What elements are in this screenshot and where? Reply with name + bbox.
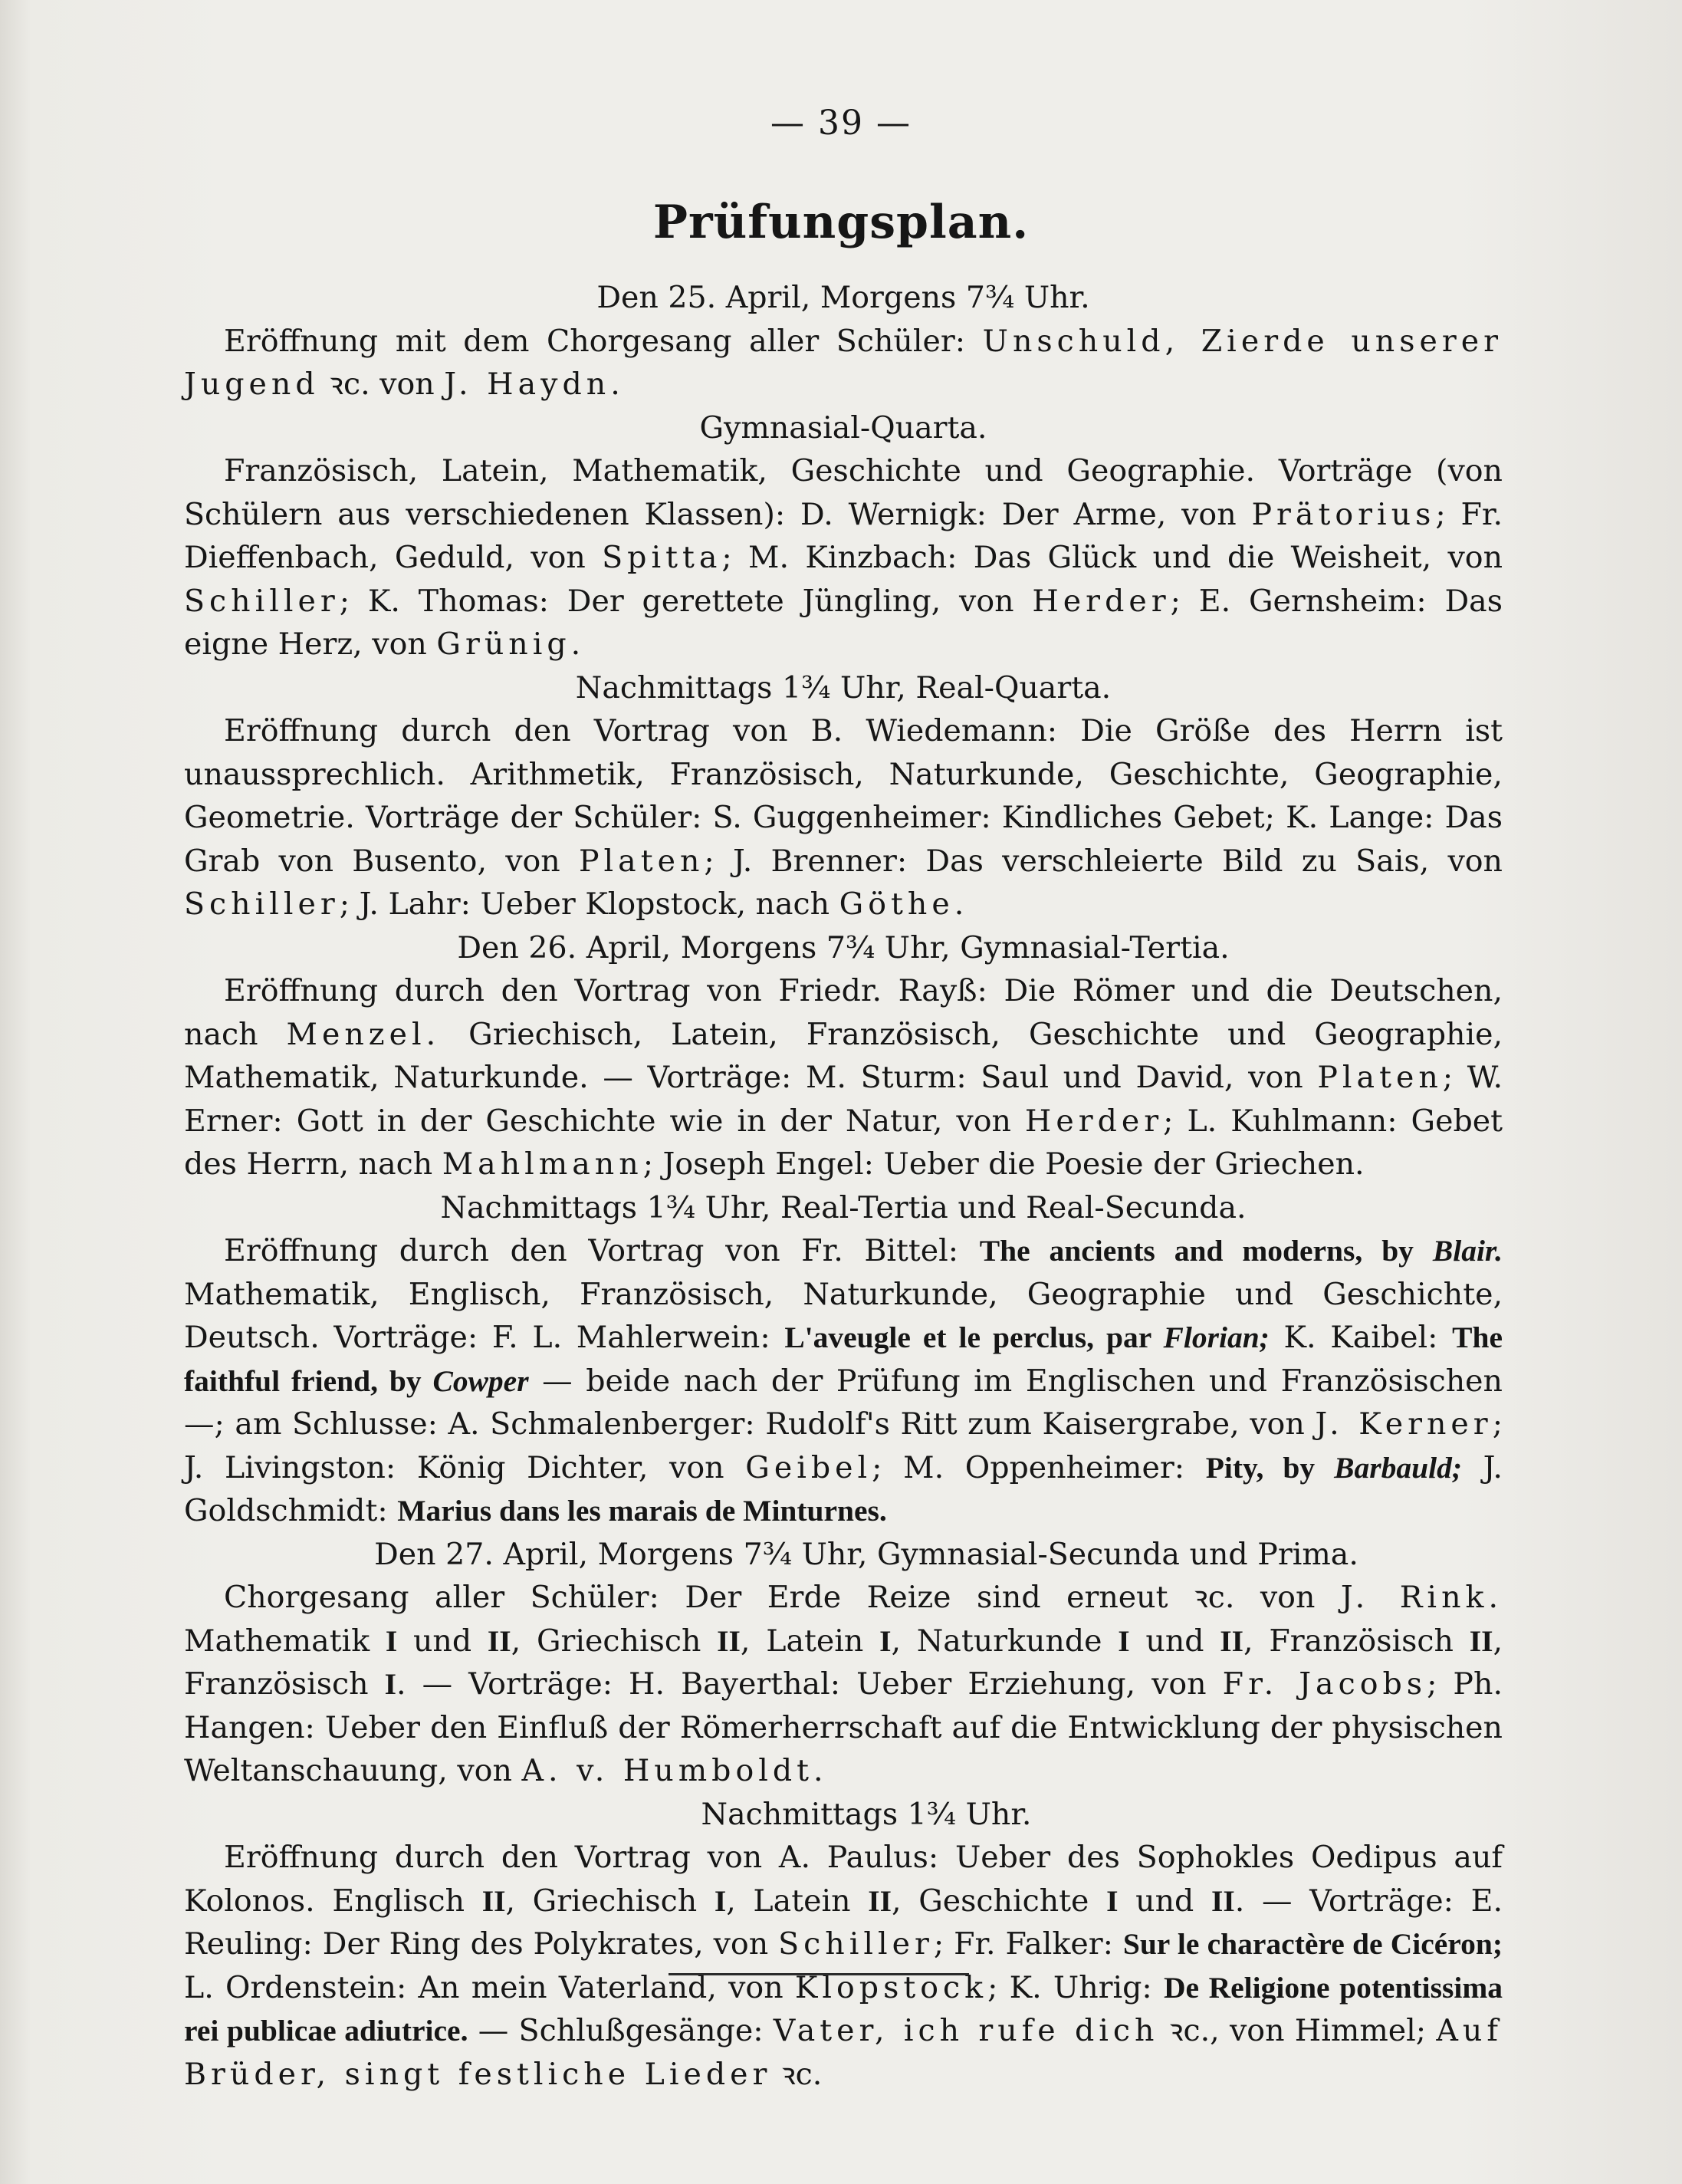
day1-morning-program: Französisch, Latein, Mathematik, Geschichte und Geographie. Vorträge (von Schülern aus verschiedenen Klassen): D. Wernigk: Der Arme, von Prätorius; Fr. Dieffenbach, Geduld, von Spitta; M. Kinzbach: Das Glück und die Weisheit, von Schiller; K. Thomas: Der gerettete Jüngling, von Herder; E. Gernsheim: Das eigne Herz, von Grünig. [184,453,1503,662]
day1-morning-class-heading: Gymnasial-Quarta. [699,410,987,446]
day1-afternoon-heading: Nachmittags 1¾ Uhr, Real-Quarta. [575,669,1112,706]
page-title: Prüfungsplan. [652,196,1030,249]
day3-morning-program: Chorgesang aller Schüler: Der Erde Reize sind erneut ꝛc. von J. Rink. Mathematik I und II, Griechisch II, Latein I, Naturkunde I und II, Französisch II, Französisch I. — Vorträge: H. Bayerthal: Ueber Erziehung, von Fr. Jacobs; Ph. Hangen: Ueber den Einfluß der Römerherrschaft auf die Entwicklung der physischen Weltanschauung, von A. v. Humboldt. [184,1580,1503,1788]
day2-heading: Den 26. April, Morgens 7¾ Uhr, Gymnasial-Tertia. [457,929,1230,965]
day2-afternoon-heading: Nachmittags 1¾ Uhr, Real-Tertia und Real-Secunda. [440,1189,1247,1225]
day1-opening: Eröffnung mit dem Chorgesang aller Schüler: Unschuld, Zierde unserer Jugend ꝛc. von J. Haydn. [184,323,1503,402]
day2-morning-program: Eröffnung durch den Vortrag von Friedr. Rayß: Die Römer und die Deutschen, nach Menzel. Griechisch, Latein, Französisch, Geschichte und Geographie, Mathematik, Naturkunde. — Vorträge: M. Sturm: Saul und David, von Platen; W. Erner: Gott in der Geschichte wie in der Natur, von Herder; L. Kuhlmann: Gebet des Herrn, nach Mahlmann; Joseph Engel: Ueber die Poesie der Griechen. [184,973,1503,1182]
exam-schedule [184,276,1503,2096]
day2-afternoon-program: Eröffnung durch den Vortrag von Fr. Bittel: The ancients and moderns, by Blair. Mathematik, Englisch, Französisch, Naturkunde, Geographie und Geschichte, Deutsch. Vorträge: F. L. Mahlerwein: L'aveugle et le perclus, par Florian; K. Kaibel: The faithful friend, by Cowper — beide nach der Prüfung im Englischen und Französischen —; am Schlusse: A. Schmalenberger: Rudolf's Ritt zum Kaisergrabe, von J. Kerner; J. Livingston: König Dichter, von Geibel; M. Oppenheimer: Pity, by Barbauld; J. Goldschmidt: Marius dans les marais de Minturnes. [184,1233,1503,1528]
page-number: — 39 — [770,104,912,143]
day3-heading: Den 27. April, Morgens 7¾ Uhr, Gymnasial-Secunda und Prima. [374,1536,1358,1572]
day3-afternoon-heading: Nachmittags 1¾ Uhr. [701,1796,1032,1832]
day1-heading: Den 25. April, Morgens 7¾ Uhr. [596,280,1090,315]
day3-afternoon-program: Eröffnung durch den Vortrag von A. Paulus: Ueber des Sophokles Oedipus auf Kolonos. Englisch II, Griechisch I, Latein II, Geschichte I und II. — Vorträge: E. Reuling: Der Ring des Polykrates, von Schiller; Fr. Falker: Sur le charactère de Cicéron; L. Ordenstein: An mein Vaterland, von Klopstock; K. Uhrig: De Religione potentissima rei publicae adiutrice. — Schlußgesänge: Vater, ich rufe dich ꝛc., von Himmel; Auf Brüder, singt festliche Lieder ꝛc. [184,1840,1503,2092]
day1-afternoon-program: Eröffnung durch den Vortrag von B. Wiedemann: Die Größe des Herrn ist unaussprechlich. Arithmetik, Französisch, Naturkunde, Geschichte, Geographie, Geometrie. Vorträge der Schüler: S. Guggenheimer: Kindliches Gebet; K. Lange: Das Grab von Busento, von Platen; J. Brenner: Das verschleierte Bild zu Sais, von Schiller; J. Lahr: Ueber Klopstock, nach Göthe. [184,713,1503,922]
end-divider [669,1973,969,1975]
